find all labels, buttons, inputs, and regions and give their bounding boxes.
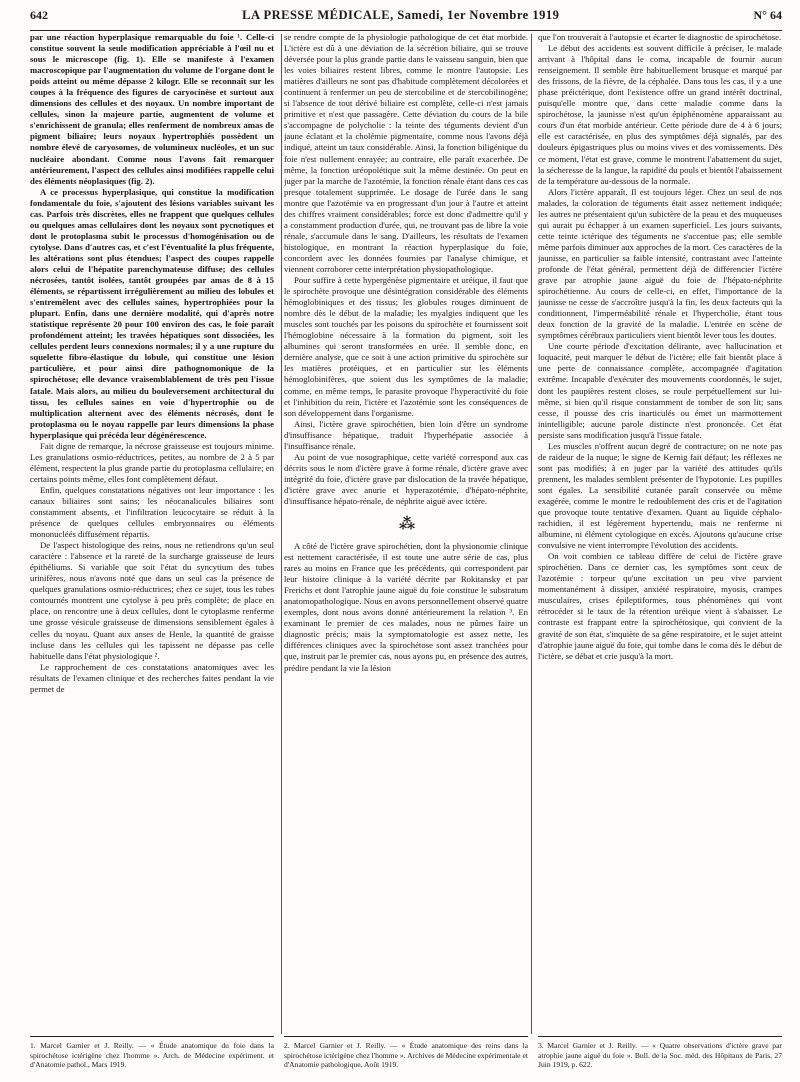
article-body: [30, 32, 782, 1032]
journal-title: LA PRESSE MÉDICALE, Samedi, 1er Novembre 1919: [242, 8, 560, 22]
section-separator: ⁂: [398, 516, 414, 534]
paragraph: A côté de l'ictère grave spirochétien, dont la physionomie clinique est nettement caractérisée, il est toute une autre série de cas, plus rares au moins en France que les précédents, qui correspondent par leur histoire clinique à la variété décrite par Rokitansky et par Frerichs et dont l'atrophie jaune aiguë du foie constitue le substratum anatomopathologique. Nous en avons personnellement observé quatre exemples, dont nous avons donné antérieurement la relation ³. En examinant le premier de ces malades, nous ne pûmes faire un diagnostic précis; mais la symptomatologie est assez nette, les différences cliniques avec la spirochétose sont assez tranchées pour que, instruit par le premier cas, nous ayons pu, en présence des autres, prédire pendant la vie la lésion: [284, 541, 528, 673]
column-divider: [281, 34, 282, 1034]
paragraph: Une courte période d'excitation délirante, avec hallucination et loquacité, peut marquer le début de l'ictère; elle fait bientôt place à une perte de connaissance complète, accompagnée d'agitation extrême. Incapable d'exécuter des mouvements coordonnés, le sujet, dont les paupières restent closes, se roule perpétuellement sur lui-même, si bien qu'il risque constamment de tomber de son lit; sans cesse, il pousse des cris inarticulés ou émet un marmottement inintelligible; aucune parole distincte n'est prononcée. Cet état persiste sans modification jusqu'à l'issue fatale.: [538, 341, 782, 440]
page-number: 642: [30, 8, 48, 22]
paragraph: Le rapprochement de ces constatations anatomiques avec les résultats de l'examen clinique et des recherches faites pendant la vie permet de: [30, 661, 274, 694]
paragraph: On voit combien ce tableau diffère de celui de l'ictère grave spirochétien. Dans ce dernier cas, les symptômes sont ceux de l'azotémie : torpeur qu'une excitation un peu vive parvient momentanément à dissiper, anxiété respiratoire, myosis, crampes musculaires, crises épileptiformes, tous phénomènes qui vont rétrocéder si le taux de la rétention uréique vient à s'abaisser. Le contraste est frappant entre la spirochétosique, qui convient de la gravité de son état, s'inquiète de sa gêne respiratoire, et le sujet atteint d'atrophie jaune aiguë du foie, qui tombe dans le coma dès le début de l'ictère, se débat et crie jusqu'à la mort.: [538, 551, 782, 661]
issue-number: N° 64: [753, 8, 782, 22]
paragraph: A ce processus hyperplasique, qui constitue la modification fondamentale du foie, s'ajoutent des lésions variables suivant les cas. Parfois très discrètes, elles ne frappent que quelques cellules ou quelques amas cellulaires dont les noyaux sont pycnotiques et dont le protoplasma subit le processus d'homogénisation ou de cytolyse. Dans d'autres cas, et c'est l'éventualité la plus fréquente, les altérations sont plus étendues; l'aspect des coupes rappelle alors celui de l'hépatite parenchymateuse diffuse; des cellules nécrosées, tantôt isolées, tantôt groupées par amas de 8 à 15 éléments, se répartissent irrégulièrement au milieu des lobules et s'entremêlent avec des cellules saines, hypertrophiées pour la plupart. Enfin, dans une dernière modalité, qui d'après notre statistique représente 20 pour 100 environ des cas, le foie paraît profondément atteint; les travées hépatiques sont dissociées, les cellules perdent leurs connexions normales; il y a une rupture du squelette fibro-élastique du lobule, qui constitue une lésion particulière, et pour ainsi dire pathognomonique de la spirochétose; elle devance vraisemblablement de très peu l'issue fatale. Mais alors, au milieu du bouleversement architectural du tissu, les cellules saines en voie d'hypertrophie ou de multiplication alternent avec des éléments nécrosés, dont le protoplasma ou le noyau rappelle par leurs dimensions la phase hyperplasique qui précéda leur dégénérescence.: [30, 186, 274, 440]
paragraph: Pour suffire à cette hypergénèse pigmentaire et uréique, il faut que le spirochète provoque une désintégration considérable des éléments hémoglobiniques et des tissus; les globules rouges diminuent de nombre dès le début de la maladie; les myalgies indiquent que les muscles sont touchés par les poisons du spirochète et fournissent soit l'hémoglobine nécessaire à la formation du pigment, soit les albumines qui seront transformées en urée. Il semble donc, en dernière analyse, que ce soit à une action primitive du spirochète sur les matières protéiques, et en particulier sur les éléments hémoglobinifères, que soient dus les symptômes de la maladie; comme, en même temps, le parasite provoque l'hyperactivité du foie et l'inhibition du rein, l'ictère et l'azotémie sont les conséquences de son développement dans l'organisme.: [284, 275, 528, 418]
paragraph: Fait digne de remarque, la nécrose graisseuse est toujours minime. Les granulations osmio-réductrices, petites, au nombre de 2 à 5 par élément, respectent la plus grande partie du protoplasma cellulaire; en certains points même, elles font complètement défaut.: [30, 440, 274, 484]
paragraph: que l'on trouverait à l'autopsie et écarter le diagnostic de spirochétose.: [538, 32, 782, 42]
column-divider: [531, 34, 532, 1034]
paragraph: Au point de vue nosographique, cette variété correspond aux cas décrits sous le nom d'ictère grave à forme rénale, d'ictère grave avec intégrité du foie, d'ictère grave par dislocation de la travée hépatique, d'ictère grave avec anurie et hyperazotémie, d'hépato-néphrite, d'insuffisance hépato-rénale, de néphrite aiguë avec ictère.: [284, 451, 528, 506]
footnote-2: 2. Marcel Garnier et J. Reilly. — « Étude anatomique des reins dans la spirochétose ictérigène chez l'homme ». Archives de Médecine expérimentale et d'Anatomie pathologique, Août 1919.: [284, 1036, 528, 1070]
paragraph: Alors l'ictère apparaît. Il est toujours léger. Chez un seul de nos malades, la coloration de téguments était assez nettement indiquée; les autres ne présentaient qu'un subictère de la peau et des muqueuses qui aurait pu échapper à un examen superficiel. Les jours suivants, cette teinte ictérique des téguments ne s'accentue pas; elle semble même parfois diminuer aux approches de la mort. Ces caractères de la jaunisse, en particulier sa faible intensité, contrastant avec l'atteinte profonde de l'état général, permettent déjà de différencier l'ictère grave par atrophie jaune aiguë du foie de l'hépato-néphrite spirochétienne. Au cours de celle-ci, en effet, l'importance de la jaunisse ne cesse de s'accroître jusqu'à la fin, les deux facteurs qui la conditionnent, l'imperméabilité rénale et l'hypercholie, étant tous deux fonction de la gravité de la maladie. L'entrée en scène de symptômes cérébraux particuliers vient bientôt lever tous les doutes.: [538, 186, 782, 341]
paragraph: Les muscles n'offrent aucun degré de contracture; on ne note pas de raideur de la nuque; le signe de Kernig fait défaut; les réflexes ne sont pas modifiés; à en juger par la variété des attitudes qu'ils prennent, les malades semblent présenter de l'hypotonie. Les pupilles sont égales. La sensibilité cutanée paraît conservée ou même exagérée, comme le montre le redoublement des cris et de l'agitation que provoque toute tentative d'examen. Quant au liquide céphalo-rachidien, il est légèrement hypertendu, mais ne renferme ni albumine, ni élément cytologique en excès. Ajoutons qu'aucune crise convulsive ne vient interrompre l'évolution des accidents.: [538, 440, 782, 551]
footnotes: [30, 1036, 782, 1070]
paragraph: par une réaction hyperplasique remarquable du foie ¹. Celle-ci constitue souvent la seule modification appréciable à l'œil nu et sous le microscope (fig. 1). Elle se manifeste à l'examen macroscopique par l'augmentation du volume de l'organe dont le poids atteint ou même dépasse 2 kilogr. Elle se reconnaît sur les coupes à la fréquence des figures de caryocinèse et surtout aux dimensions des cellules et des noyaux. Un nombre important de cellules, sinon la majeure partie, augmentent de volume et s'enrichissent de granula; elles renferment de nombreux amas de pigment biliaire; leurs noyaux hypertrophiés possèdent un nombre élevé de caryosomes, de volumineux nucléoles, et un suc nucléaire abondant. Comme nous l'avons fait remarquer antérieurement, l'aspect des cellules ainsi modifiées rappelle celui des éléments néoplasiques (fig. 2).: [30, 32, 274, 186]
text-column-3: [538, 32, 782, 1032]
footnote-3: 3. Marcel Garnier et J. Reilly. — « Quatre observations d'ictère grave par atrophie jaune aiguë du foie ». Bull. de la Soc. méd. des Hôpitaux de Paris, 27 Juin 1919, p. 622.: [538, 1036, 782, 1070]
running-header: [30, 8, 782, 30]
text-column-2: [284, 32, 528, 1032]
paragraph: De l'aspect histologique des reins, nous ne retiendrons qu'un seul caractère : l'absence et la rareté de la surcharge graisseuse de leurs épithéliums. Si variable que soit l'état du syncytium des tubes urinifères, nous n'avons noté que dans un seul cas la présence de quelques granulations osmio-réductrices; chez ce sujet, tous les tubes contournés montrent une cytolyse à peu près complète; de place en place, on rencontre une à deux cellules, dont le cytoplasme renferme une grosse vésicule graisseuse de dimensions sensiblement égales à celles du noyau. Quant aux anses de Henle, la quantité de graisse incluse dans les cellules qui les tapissent ne dépasse pas celle habituelle dans l'état physiologique ².: [30, 540, 274, 661]
text-column-1: [30, 32, 274, 1032]
paragraph: se rendre compte de la physiologie pathologique de cet état morbide. L'ictère est dû à une déviation de la sécrétion biliaire, qui se trouve déversée pour la plus grande partie dans le vaisseau sanguin, bien que les voies biliaires restent libres, comme le montre l'autopsie. Les matières d'ailleurs ne sont pas d'habitude complètement décolorées et continuent à renfermer un peu de stercobiline et de stercobilinogène; si l'absence de tout dérivé biliaire est complète, celle-ci n'est jamais primitive et n'est que passagère. Cette déviation du cours de la bile s'accompagne de polycholie : la teinte des téguments devient d'un jaune éclatant et la cholémie pigmentaire, comme nous l'avons déjà indiqué, atteint un taux considérable. Ainsi, la fonction biligénique du foie n'est nullement enrayée; au contraire, elle paraît exacerbée. De même, la fonction uréopoïétique suit la même destinée. On peut en juger par la marche de l'azotémie, la fonction rénale étant dans ces cas presque totalement supprimée. Le dosage de l'urée dans le sang montre que l'azotémie va en progressant d'un jour à l'autre et atteint des chiffres vraiment considérables; force est donc d'admettre qu'il y a constamment production d'urée, qui, ne trouvant pas de libre la voie rénale, s'accumule dans le sang. D'ailleurs, les résultats de l'examen histologique, en montrant la réaction hyperplasique du foie, concordent avec les données fournies par l'analyse chimique, et viennent corroborer cette interprétation physiopathologique.: [284, 32, 528, 274]
paragraph: Enfin, quelques constatations négatives ont leur importance : les canaux biliaires sont sains; les néocanalicules biliaires sont constamment absents, et l'infiltration leucocytaire se réduit à la présence de quelques cellules embryonnaires ou éléments mononucléés diffusément répartis.: [30, 484, 274, 540]
header-rule: [30, 30, 782, 31]
footnote-1: 1. Marcel Garnier et J. Reilly. — « Étude anatomique du foie dans la spirochétose ictérigène chez l'homme ». Arch. de Médecine expériment. et d'Anatomie pathol., Mars 1919.: [30, 1036, 274, 1070]
paragraph: Ainsi, l'ictère grave spirochétien, bien loin d'être un syndrome d'insuffisance hépatique, traduit l'hyperhépatie associée à l'insuffisance rénale.: [284, 418, 528, 451]
paragraph: Le début des accidents est souvent difficile à préciser, le malade arrivant à l'hôpital dans le coma, incapable de fournir aucun renseignement. Il semble être habituellement brusque et marqué par des frissons, de la fièvre, de la céphalée. Dans tous les cas, il y a une phase préictérique, dont l'existence offre un grand intérêt doctrinal, puisqu'elle montre que, dans cette maladie comme dans la spirochétose, la jaunisse n'est qu'un épiphénomène apparaissant au cours d'un état morbide antérieur. Cette période dure de 4 à 6 jours; elle est caractérisée, en plus des symptômes déjà signalés, par des douleurs épigastriques plus ou moins vives et des vomissements. Dès ce moment, l'état est grave, comme le montrent l'abattement du sujet, la sécheresse de la langue, la rapidité du pouls et bientôt l'abaissement de la température au-dessous de la normale.: [538, 43, 782, 186]
